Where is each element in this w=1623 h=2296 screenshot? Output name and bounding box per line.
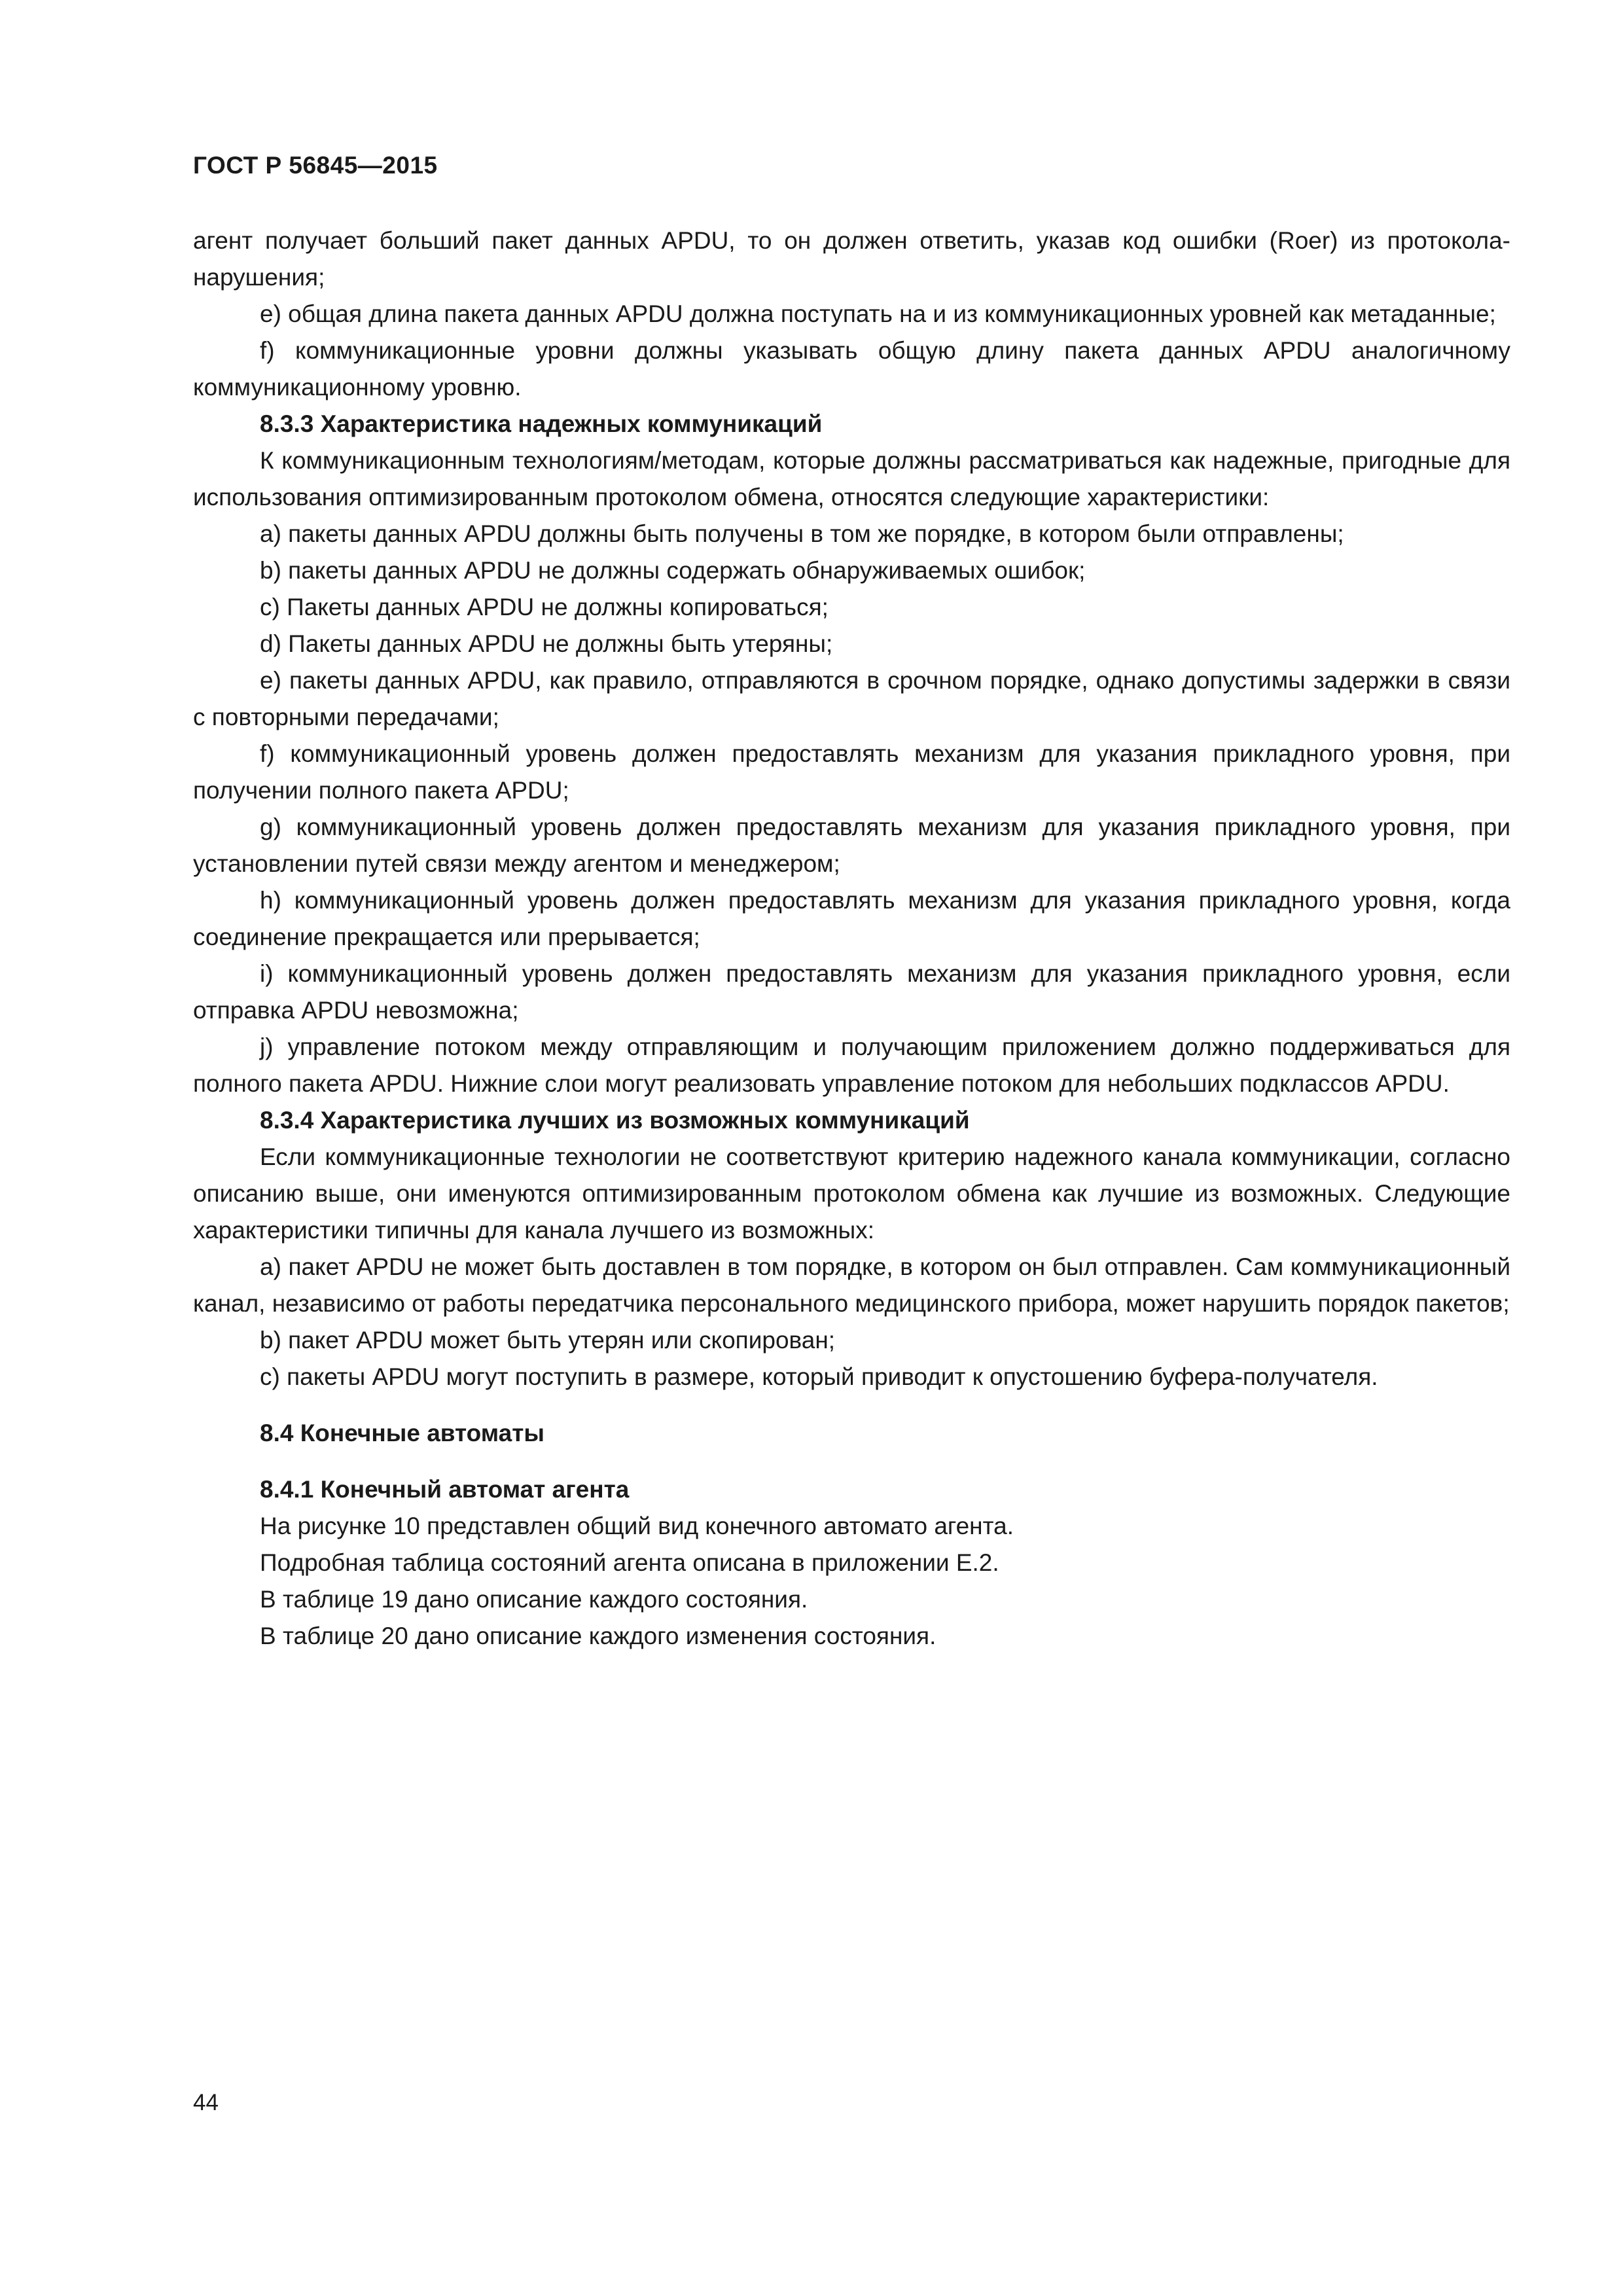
list-item-e-urgent: e) пакеты данных APDU, как правило, отправляются в срочном порядке, однако допустимы задержки в связи с повторными передачами;	[193, 667, 1510, 730]
list-item-e-total-length: e) общая длина пакета данных APDU должна поступать на и из коммуникационных уровней как метаданные;	[260, 300, 1496, 327]
list-item-g-paths: g) коммуникационный уровень должен предоставлять механизм для указания прикладного уровня, при установлении путей связи между агентом и менеджером;	[193, 814, 1510, 877]
document-id-header: ГОСТ Р 56845—2015	[193, 152, 438, 179]
list-item-a-order: a) пакеты данных APDU должны быть получены в том же порядке, в котором были отправлены;	[260, 520, 1344, 547]
paragraph-table-19: В таблице 19 дано описание каждого состояния.	[260, 1586, 808, 1613]
list-item-j-flow-control: j) управление потоком между отправляющим и получающим приложением должно поддерживаться для полного пакета APDU. Нижние слои могут реализовать управление потоком для небольших подклассов APDU.	[193, 1033, 1510, 1097]
list-item-a-delivery-order: a) пакет APDU не может быть доставлен в том порядке, в котором он был отправлен. Сам коммуникационный канал, независимо от работы передатчика персонального медицинского прибора, может нарушить порядок пакетов;	[193, 1253, 1510, 1317]
list-item-i-impossible: i) коммуникационный уровень должен предоставлять механизм для указания прикладного уровня, если отправка APDU невозможна;	[193, 960, 1510, 1024]
paragraph-appendix-e2: Подробная таблица состояний агента описана в приложении Е.2.	[260, 1549, 999, 1576]
list-item-d-lost: d) Пакеты данных APDU не должны быть утеряны;	[260, 630, 833, 657]
list-item-c-buffer: c) пакеты APDU могут поступить в размере, который приводит к опустошению буфера-получателя.	[260, 1363, 1378, 1390]
list-item-b-errors: b) пакеты данных APDU не должны содержать обнаруживаемых ошибок;	[260, 557, 1086, 584]
list-item-h-connection: h) коммуникационный уровень должен предоставлять механизм для указания прикладного уровня, когда соединение прекращается или прерывается;	[193, 887, 1510, 950]
section-heading-8-4-1: 8.4.1 Конечный автомат агента	[260, 1476, 630, 1503]
paragraph-best-effort-intro: Если коммуникационные технологии не соответствуют критерию надежного канала коммуникации, согласно описанию выше, они именуются оптимизированным протоколом обмена как лучшие из возможных. Следующие характеристики типичны для канала лучшего из возможных:	[193, 1143, 1510, 1244]
section-heading-8-4: 8.4 Конечные автоматы	[260, 1420, 544, 1446]
list-item-f-length-indication: f) коммуникационные уровни должны указывать общую длину пакета данных APDU аналогичному коммуникационному уровню.	[193, 337, 1510, 401]
section-heading-8-3-3: 8.3.3 Характеристика надежных коммуникаций	[260, 410, 823, 437]
section-heading-8-3-4: 8.3.4 Характеристика лучших из возможных коммуникаций	[260, 1107, 970, 1134]
paragraph-figure-10: На рисунке 10 представлен общий вид конечного автомато агента.	[260, 1513, 1014, 1539]
page-body	[193, 223, 1510, 1655]
paragraph-reliable-intro: К коммуникационным технологиям/методам, которые должны рассматриваться как надежные, пригодные для использования оптимизированным протоколом обмена, относятся следующие характеристики:	[193, 447, 1510, 511]
paragraph-continuation: агент получает больший пакет данных APDU, то он должен ответить, указав код ошибки (Roer) из протокола-нарушения;	[193, 227, 1510, 291]
paragraph-table-20: В таблице 20 дано описание каждого изменения состояния.	[260, 1623, 936, 1649]
list-item-f-complete: f) коммуникационный уровень должен предоставлять механизм для указания прикладного уровня, при получении полного пакета APDU;	[193, 740, 1510, 804]
list-item-b-lost-copied: b) пакет APDU может быть утерян или скопирован;	[260, 1327, 836, 1354]
page-number: 44	[193, 2090, 219, 2115]
list-item-c-copy: c) Пакеты данных APDU не должны копироваться;	[260, 594, 829, 620]
